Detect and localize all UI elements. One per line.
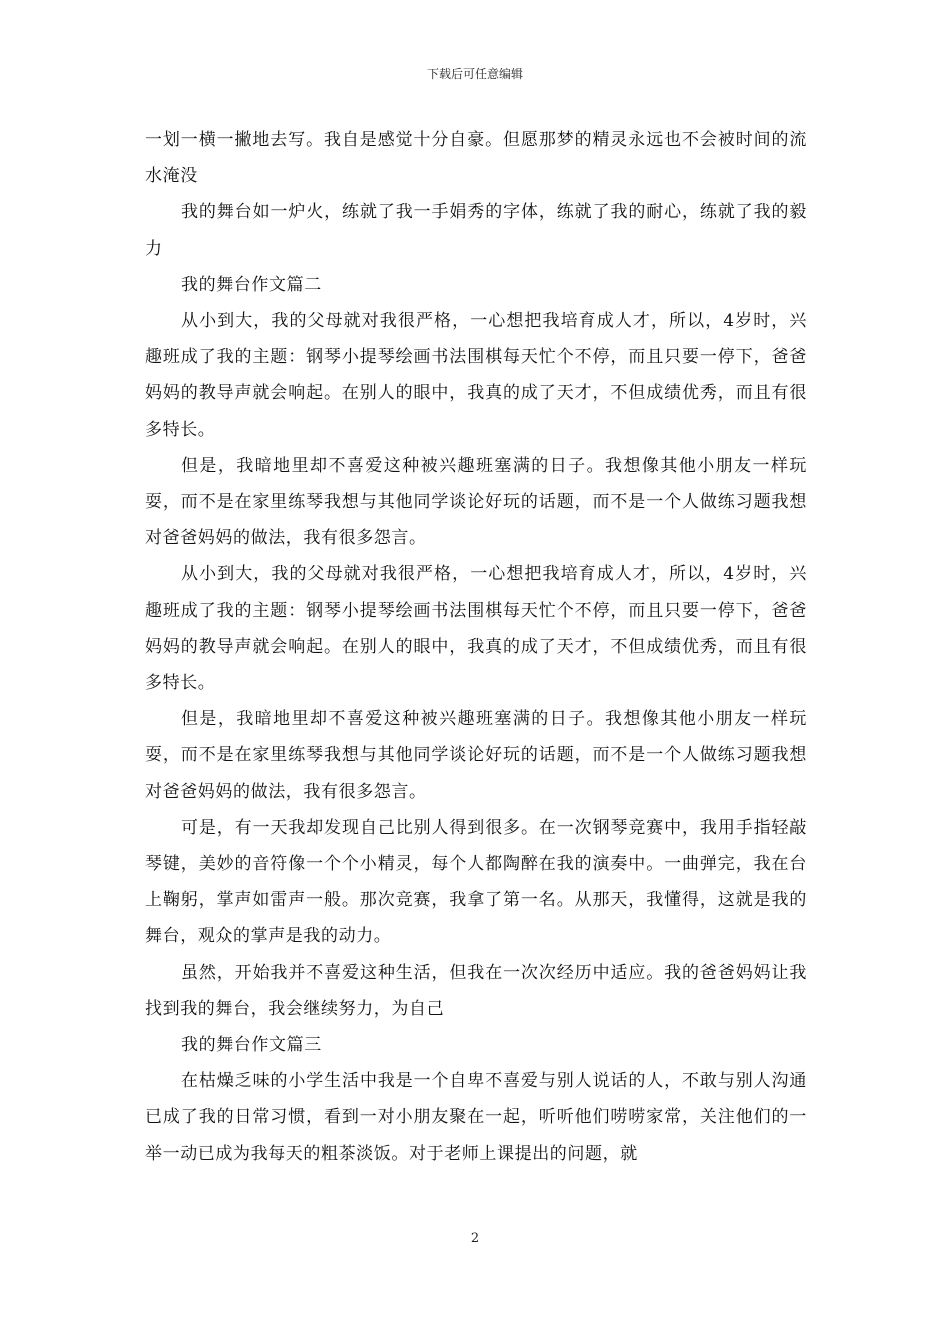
page-header: 下载后可任意编辑 [426, 67, 523, 81]
paragraph: 可是，有一天我却发现自己比别人得到很多。在一次钢琴竞赛中，我用手指轻敲琴键，美妙的音符像一个个小精灵，每个人都陶醉在我的演奏中。一曲弹完，我在台上鞠躬，掌声如雷声一般。那次竞赛，我拿了第一名。从那天，我懂得，这就是我的舞台，观众的掌声是我的动力。 [145, 817, 807, 947]
paragraph: 但是，我暗地里却不喜爱这种被兴趣班塞满的日子。我想像其他小朋友一样玩耍，而不是在家里练琴我想与其他同学谈论好玩的话题，而不是一个人做练习题我想对爸爸妈妈的做法，我有很多怨言。 [145, 709, 807, 802]
section-heading: 我的舞台作文篇三 [181, 1035, 322, 1056]
paragraph: 在枯燥乏味的小学生活中我是一个自卑不喜爱与别人说话的人，不敢与别人沟通已成了我的日常习惯，看到一对小朋友聚在一起，听听他们唠唠家常，关注他们的一举一动已成为我每天的粗茶淡饭。对于老师上课提出的问题，就 [145, 1071, 807, 1164]
paragraph: 从小到大，我的父母就对我很严格，一心想把我培育成人才，所以，4岁时，兴趣班成了我的主题：钢琴小提琴绘画书法围棋每天忙个不停，而且只要一停下，爸爸妈妈的教导声就会响起。在别人的眼中，我真的成了天才，不但成绩优秀，而且有很多特长。 [145, 311, 807, 440]
paragraph: 一划一横一撇地去写。我自是感觉十分自豪。但愿那梦的精灵永远也不会被时间的流水淹没 [145, 130, 807, 187]
paragraph: 但是，我暗地里却不喜爱这种被兴趣班塞满的日子。我想像其他小朋友一样玩耍，而不是在家里练琴我想与其他同学谈论好玩的话题，而不是一个人做练习题我想对爸爸妈妈的做法，我有很多怨言。 [145, 455, 807, 549]
page-number: 2 [470, 1231, 480, 1246]
document-body [145, 122, 807, 1172]
paragraph: 我的舞台如一炉火，练就了我一手娟秀的字体，练就了我的耐心，练就了我的毅力 [145, 202, 807, 259]
paragraph: 虽然，开始我并不喜爱这种生活，但我在一次次经历中适应。我的爸爸妈妈让我找到我的舞台，我会继续努力，为自己 [145, 962, 807, 1019]
paragraph: 从小到大，我的父母就对我很严格，一心想把我培育成人才，所以，4岁时，兴趣班成了我的主题：钢琴小提琴绘画书法围棋每天忙个不停，而且只要一停下，爸爸妈妈的教导声就会响起。在别人的眼中，我真的成了天才，不但成绩优秀，而且有很多特长。 [145, 564, 807, 694]
section-heading: 我的舞台作文篇二 [181, 274, 322, 295]
